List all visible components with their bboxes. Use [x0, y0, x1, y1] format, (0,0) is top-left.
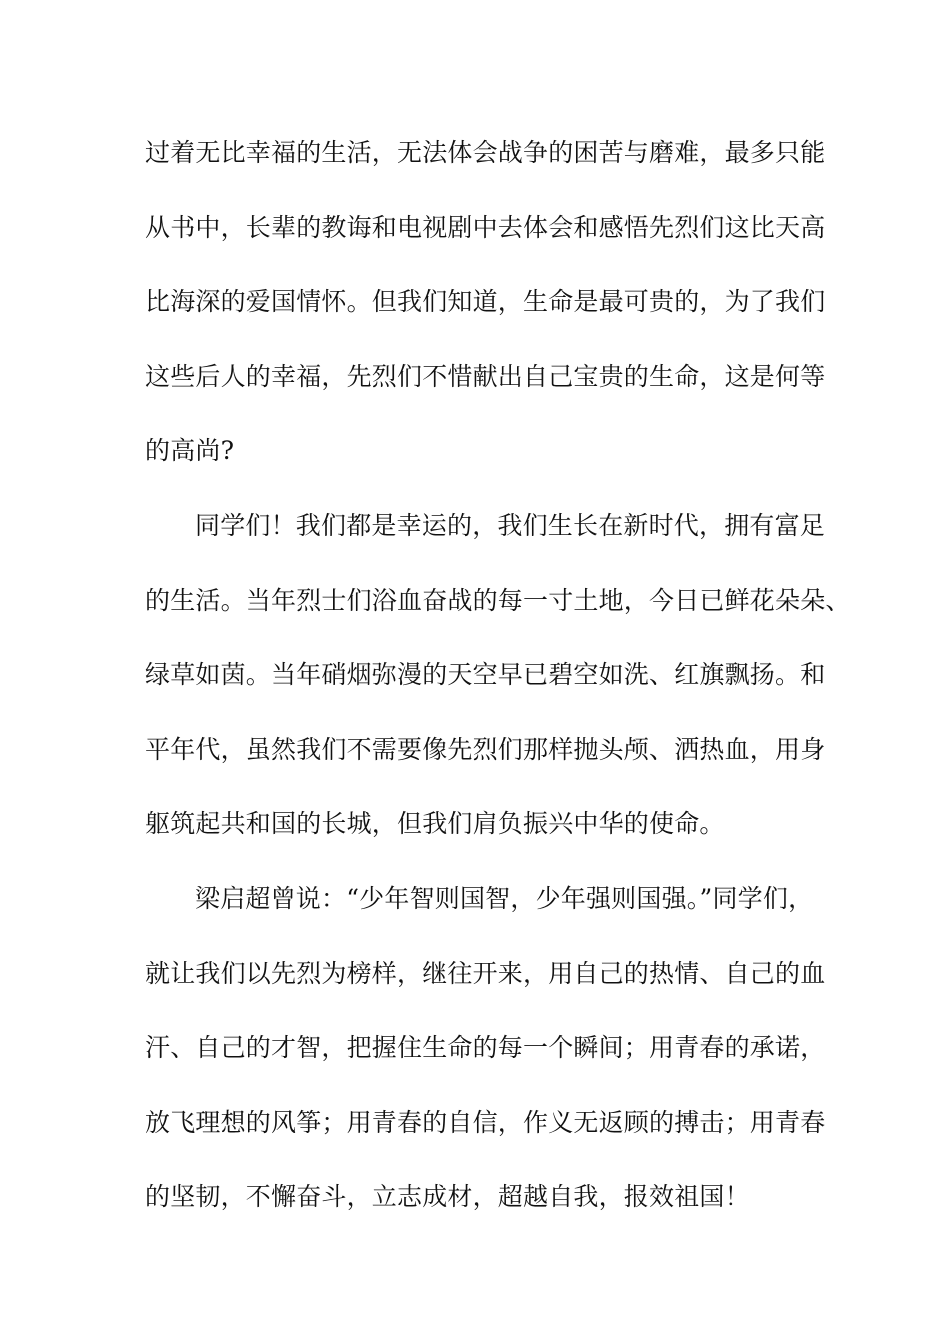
- text-line: 从书中，长辈的教诲和电视剧中去体会和感悟先烈们这比天高: [145, 212, 826, 242]
- text-line: 比海深的爱国情怀。但我们知道，生命是最可贵的，为了我们: [145, 287, 826, 317]
- text-line: 这些后人的幸福，先烈们不惜献出自己宝贵的生命，这是何等: [145, 361, 826, 391]
- text-line: 的高尚?: [145, 436, 235, 466]
- text-line: 的生活。当年烈士们浴血奋战的每一寸土地，今日已鲜花朵朵、: [145, 585, 851, 615]
- text-line: 绿草如茵。当年硝烟弥漫的天空早已碧空如洗、红旗飘扬。和: [145, 660, 826, 690]
- body-text: [145, 128, 851, 1247]
- text-line: 过着无比幸福的生活，无法体会战争的困苦与磨难，最多只能: [145, 138, 826, 167]
- text-line: 就让我们以先烈为榜样，继往开来，用自己的热情、自己的血: [145, 958, 826, 988]
- text-line: 汗、自己的才智，把握住生命的每一个瞬间；用青春的承诺，: [145, 1033, 826, 1063]
- paragraph-start-line: 同学们！我们都是幸运的，我们生长在新时代，拥有富足: [195, 510, 826, 540]
- paragraph-start-line: 梁启超曾说：“少年智则国智，少年强则国强。”同学们，: [195, 883, 814, 913]
- text-line: 的坚韧，不懈奋斗，立志成材，超越自我，报效祖国！: [145, 1182, 750, 1212]
- text-line: 平年代，虽然我们不需要像先烈们那样抛头颅、洒热血，用身: [145, 734, 826, 764]
- text-line: 放飞理想的风筝；用青春的自信，作义无返顾的搏击；用青春: [145, 1107, 826, 1137]
- text-line: 躯筑起共和国的长城，但我们肩负振兴中华的使命。: [145, 809, 725, 839]
